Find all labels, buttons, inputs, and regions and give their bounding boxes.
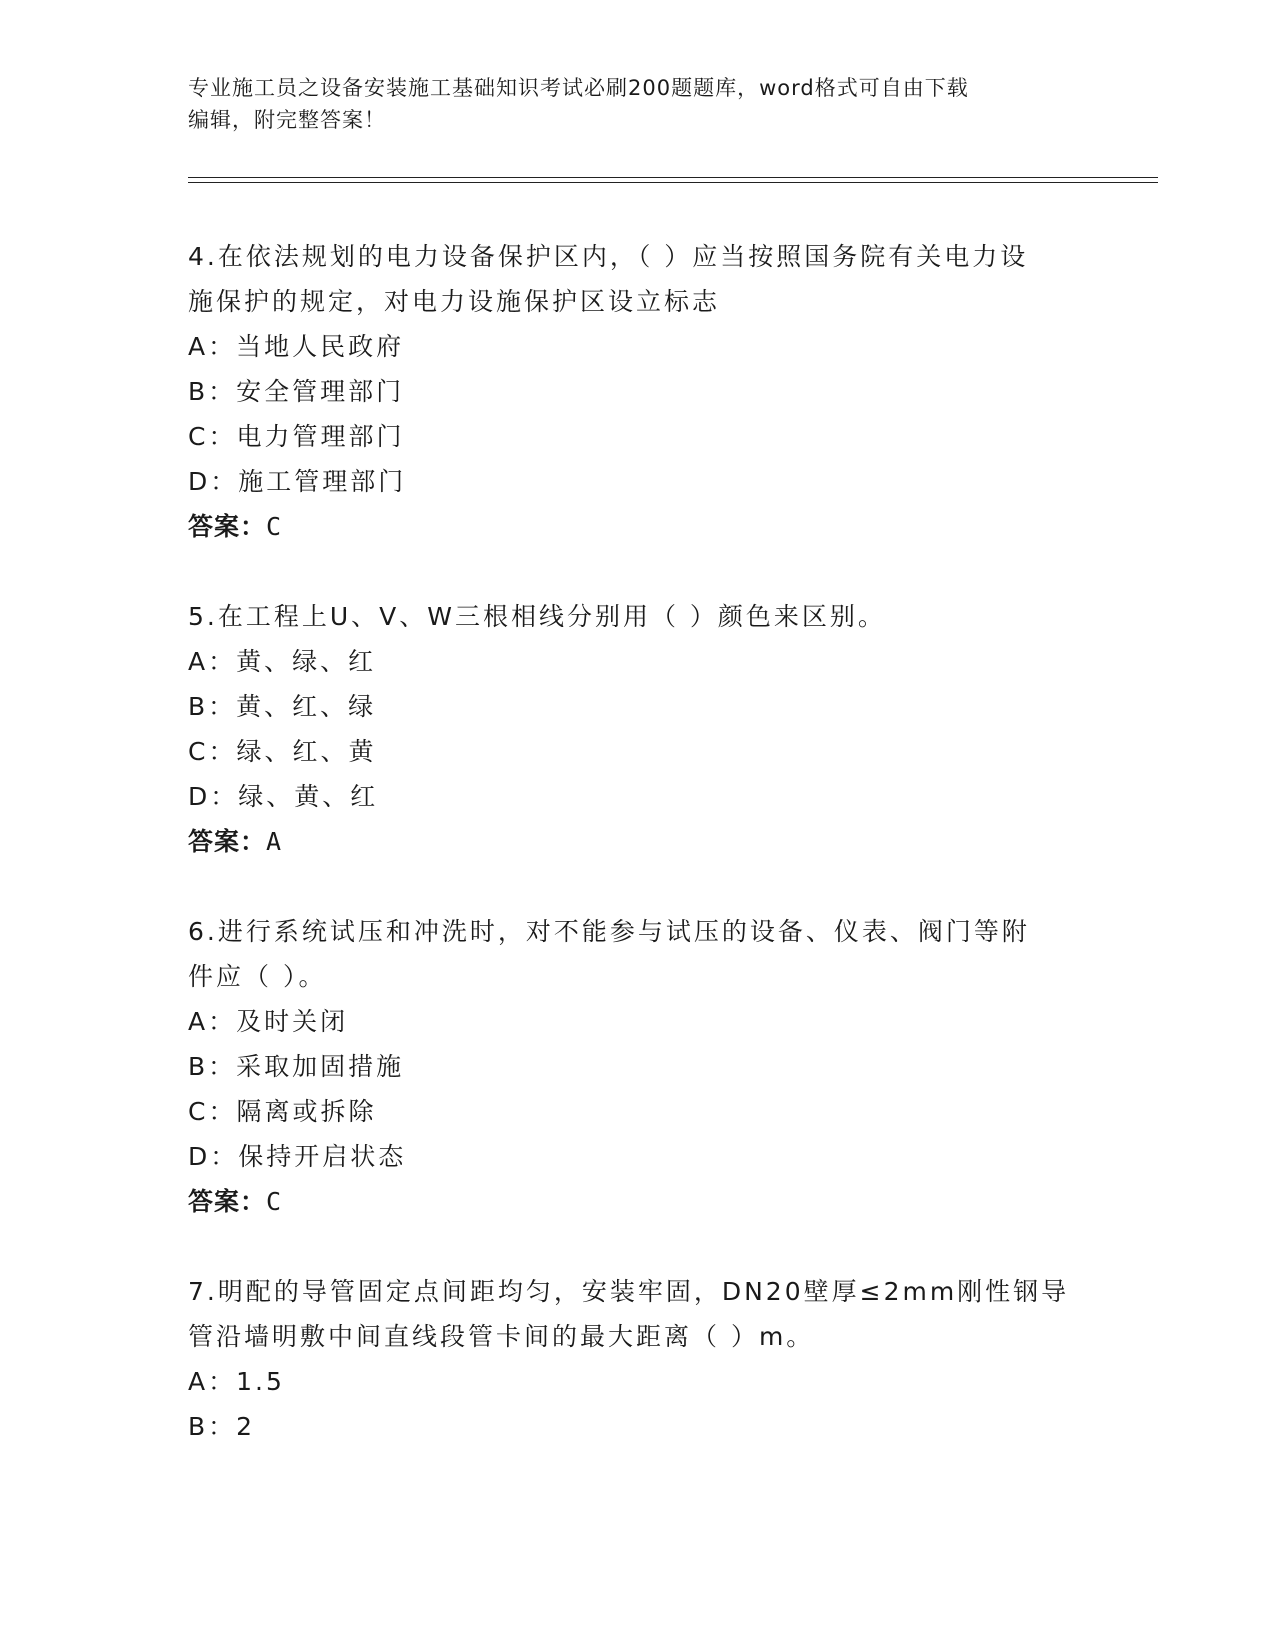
question-stem-line: 件应（ ）。 xyxy=(188,962,327,991)
question-5 xyxy=(188,594,1088,864)
option-d: D：绿、黄、红 xyxy=(188,782,379,811)
option-a: A：1.5 xyxy=(188,1367,285,1396)
answer-value: C xyxy=(266,1187,283,1216)
header-line-1: 专业施工员之设备安装施工基础知识考试必刷200题题库，word格式可自由下载 xyxy=(188,76,969,100)
answer-line xyxy=(188,819,1088,864)
option-b: B：2 xyxy=(188,1412,256,1441)
question-list xyxy=(188,234,1088,1494)
option-d: D：施工管理部门 xyxy=(188,467,407,496)
answer-line xyxy=(188,1179,1088,1224)
answer-value: C xyxy=(266,512,283,541)
header-line-2: 编辑，附完整答案！ xyxy=(188,108,386,132)
question-4 xyxy=(188,234,1088,549)
option-b: B：采取加固措施 xyxy=(188,1052,405,1081)
answer-label: 答案： xyxy=(188,512,267,541)
question-stem-line: 5.在工程上U、V、W三根相线分别用（ ）颜色来区别。 xyxy=(188,602,886,631)
option-a: A：及时关闭 xyxy=(188,1007,349,1036)
question-stem-line: 管沿墙明敷中间直线段管卡间的最大距离（ ）m。 xyxy=(188,1322,815,1351)
answer-label: 答案： xyxy=(188,827,267,856)
answer-value: A xyxy=(266,827,283,856)
answer-line xyxy=(188,504,1088,549)
option-b: B：黄、红、绿 xyxy=(188,692,377,721)
option-b: B：安全管理部门 xyxy=(188,377,405,406)
option-a: A：当地人民政府 xyxy=(188,332,405,361)
question-7 xyxy=(188,1269,1088,1449)
header-divider xyxy=(188,177,1158,183)
option-c: C：隔离或拆除 xyxy=(188,1097,377,1126)
page-header xyxy=(188,72,1088,136)
question-stem-line: 4.在依法规划的电力设备保护区内，（ ）应当按照国务院有关电力设 xyxy=(188,242,1029,271)
question-stem-line: 6.进行系统试压和冲洗时，对不能参与试压的设备、仪表、阀门等附 xyxy=(188,917,1030,946)
answer-label: 答案： xyxy=(188,1187,267,1216)
question-stem-line: 7.明配的导管固定点间距均匀，安装牢固，DN20壁厚≤2mm刚性钢导 xyxy=(188,1277,1070,1306)
option-a: A：黄、绿、红 xyxy=(188,647,377,676)
question-6 xyxy=(188,909,1088,1224)
question-stem-line: 施保护的规定，对电力设施保护区设立标志 xyxy=(188,287,721,316)
option-d: D：保持开启状态 xyxy=(188,1142,407,1171)
option-c: C：电力管理部门 xyxy=(188,422,405,451)
option-c: C：绿、红、黄 xyxy=(188,737,377,766)
